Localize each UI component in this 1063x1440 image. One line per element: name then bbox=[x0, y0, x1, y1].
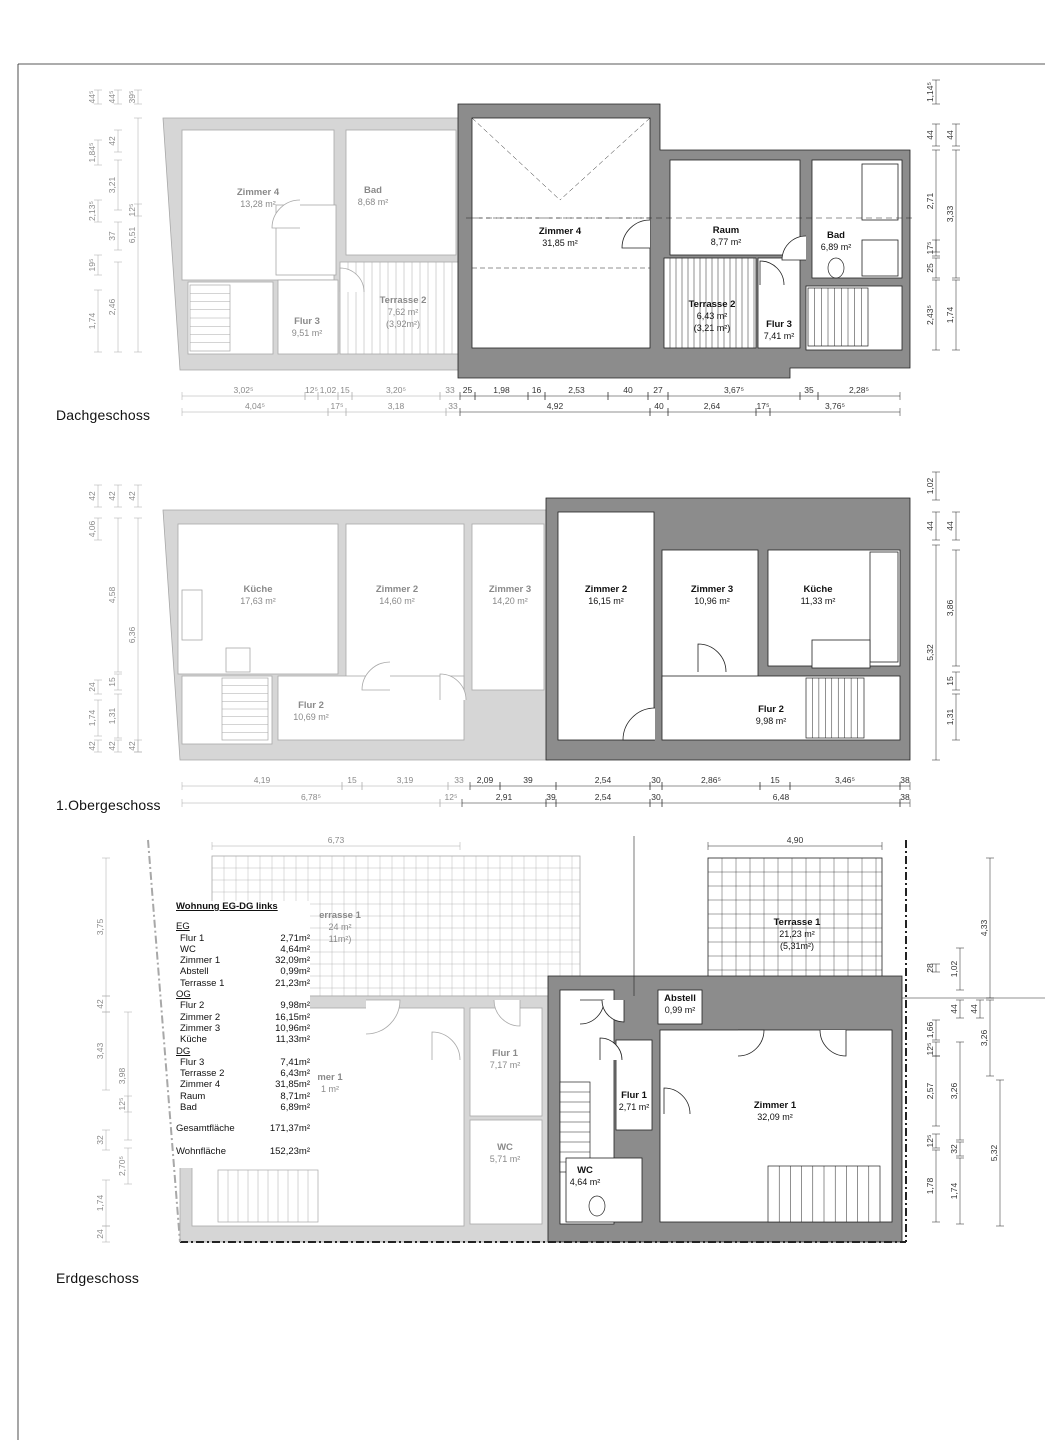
staircase-outline bbox=[806, 678, 864, 738]
room-area-label: 14,20 m² bbox=[492, 596, 528, 606]
legend-room-area: 4,64m² bbox=[280, 943, 310, 955]
legend-total-name: Gesamtfläche bbox=[176, 1123, 235, 1135]
legend-row bbox=[176, 1034, 310, 1045]
legend-row bbox=[176, 1000, 310, 1011]
dimension-label: 44 bbox=[949, 1004, 959, 1014]
dimension-label: 15 bbox=[770, 775, 780, 785]
legend-total-row bbox=[176, 1123, 310, 1134]
dimension-label: 38 bbox=[900, 775, 910, 785]
room-name-label: Zimmer 1 bbox=[753, 1100, 797, 1111]
dimension-label: 3,86 bbox=[945, 599, 955, 617]
dimension-label: 12⁵ bbox=[127, 203, 137, 217]
dimension-label: 39 bbox=[546, 792, 556, 802]
staircase-icon bbox=[806, 678, 864, 738]
dimension-label: 44 bbox=[945, 521, 955, 531]
room-outline bbox=[346, 130, 456, 255]
dimension-label: 42 bbox=[95, 999, 105, 1009]
room-area-label: 4,64 m² bbox=[569, 1177, 601, 1187]
dimension-label: 4,58 bbox=[107, 586, 117, 604]
dimension-label: 40 bbox=[654, 401, 664, 411]
legend-row bbox=[176, 1079, 310, 1090]
dimension-label: 3,02⁵ bbox=[233, 385, 254, 395]
room-name-label: Flur 3 bbox=[294, 316, 320, 327]
legend-room-area: 0,99m² bbox=[280, 966, 310, 978]
dimension-label: 6,78⁵ bbox=[300, 792, 322, 802]
room-name-label: Küche bbox=[803, 584, 833, 595]
legend-room-name: Zimmer 1 bbox=[180, 955, 221, 967]
dimension-label: 15 bbox=[347, 775, 357, 785]
dimension-label: 15 bbox=[340, 385, 350, 395]
dimension-label: 44⁵ bbox=[87, 90, 97, 104]
floor-title-dg: Dachgeschoss bbox=[56, 407, 151, 423]
dimension-label: 25 bbox=[462, 385, 473, 395]
og-kitchen-counter-icon bbox=[870, 552, 898, 662]
room-outline bbox=[472, 524, 544, 690]
dimension-label: 42 bbox=[87, 491, 97, 501]
legend-total-value: 171,37m² bbox=[269, 1123, 310, 1135]
room-area-label: 6,89 m² bbox=[820, 242, 852, 252]
dimension-label: 3,21 bbox=[107, 176, 117, 194]
dimension-label: 4,19 bbox=[253, 775, 271, 785]
staircase-icon bbox=[768, 1166, 880, 1222]
room-name-label: Terrasse 2 bbox=[688, 299, 736, 310]
legend-row bbox=[176, 1012, 310, 1023]
dimension-label: 2,71 bbox=[925, 192, 935, 210]
dimension-label: 15 bbox=[945, 676, 955, 686]
dimension-label: 30 bbox=[651, 792, 661, 802]
room-area-label: 9,51 m² bbox=[291, 328, 323, 338]
dimension-label: 6,36 bbox=[127, 626, 137, 644]
dimension-label: 42 bbox=[87, 741, 97, 751]
dimension-label: 2,64 bbox=[703, 401, 721, 411]
dimension-label: 24 bbox=[87, 682, 97, 692]
room-name-label: Flur 2 bbox=[758, 704, 784, 715]
room-name-label: Zimmer 2 bbox=[584, 584, 628, 595]
eg-toilet-icon bbox=[589, 1196, 605, 1216]
room-area-extra-label: (3,92m²) bbox=[385, 319, 421, 329]
legend-title: Wohnung EG-DG links bbox=[176, 901, 278, 912]
room-name-label: Terrasse 2 bbox=[379, 295, 427, 306]
room-area-label: 16,15 m² bbox=[588, 596, 624, 606]
room-area-label: 2,71 m² bbox=[618, 1102, 650, 1112]
legend-section-label: DG bbox=[176, 1045, 191, 1057]
dimension-label: 3,26 bbox=[979, 1029, 989, 1047]
dg-shower-icon bbox=[862, 240, 898, 276]
dimension-label: 1,74 bbox=[87, 709, 97, 727]
og-sink-icon bbox=[226, 648, 250, 672]
legend-room-area: 8,71m² bbox=[280, 1090, 310, 1102]
dimension-label: 3,67⁵ bbox=[723, 385, 745, 395]
dimension-label: 33 bbox=[448, 401, 458, 411]
legend-room-name: Zimmer 2 bbox=[180, 1011, 221, 1023]
dimension-label: 3,33 bbox=[945, 205, 955, 223]
staircase-icon bbox=[190, 285, 230, 351]
dimension-label: 44 bbox=[925, 130, 935, 140]
dimension-label: 2,43⁵ bbox=[925, 304, 935, 326]
room-area-label: 17,63 m² bbox=[240, 596, 276, 606]
dimension-label: 12⁵ bbox=[925, 1134, 935, 1148]
room-outline bbox=[346, 524, 464, 690]
room-name-label: Raum bbox=[712, 225, 740, 236]
dimension-label: 33 bbox=[445, 385, 455, 395]
dimension-label: 38 bbox=[900, 792, 910, 802]
legend-room-area: 31,85m² bbox=[275, 1079, 310, 1091]
room-area-label: 24 m² bbox=[328, 922, 352, 932]
dimension-label: 12⁵ bbox=[925, 1042, 935, 1056]
legend-room-name: Flur 3 bbox=[180, 1056, 205, 1068]
room-area-extra-label: 11m²) bbox=[328, 934, 352, 944]
og-zimmer-2-outline bbox=[558, 512, 654, 740]
floor-title-og: 1.Obergeschoss bbox=[56, 797, 161, 813]
legend-row bbox=[176, 933, 310, 944]
legend-total-row bbox=[176, 1146, 310, 1157]
dimension-label: 12⁵ bbox=[305, 385, 318, 395]
room-name-label: Zimmer 3 bbox=[488, 584, 532, 595]
legend-spacer bbox=[176, 1113, 310, 1123]
dg-bathtub-icon bbox=[862, 164, 898, 220]
dimension-label: 1,84⁵ bbox=[87, 142, 97, 163]
legend-body bbox=[176, 921, 310, 1157]
dimension-label: 17⁵ bbox=[330, 401, 344, 411]
legend-room-name: Terrasse 2 bbox=[180, 1068, 225, 1080]
dimension-label: 42 bbox=[107, 136, 117, 146]
dimension-label: 33 bbox=[454, 775, 464, 785]
dimension-label: 17⁵ bbox=[756, 401, 770, 411]
dimension-label: 44 bbox=[945, 130, 955, 140]
room-name-label: Flur 3 bbox=[766, 319, 792, 330]
dimension-label: 3,19 bbox=[396, 775, 414, 785]
room-area-extra-label: (5,31m²) bbox=[779, 941, 815, 951]
dimension-label: 42 bbox=[107, 491, 117, 501]
legend-total-value: 152,23m² bbox=[269, 1145, 310, 1157]
dimension-label: 19⁵ bbox=[87, 258, 97, 272]
room-area-label: 7,17 m² bbox=[489, 1060, 521, 1070]
legend-row bbox=[176, 978, 310, 989]
legend-room-area: 7,41m² bbox=[280, 1056, 310, 1068]
room-name-label: Zimmer 2 bbox=[375, 584, 419, 595]
legend-room-name: Bad bbox=[180, 1102, 197, 1114]
dimension-label: 42 bbox=[107, 741, 117, 751]
legend-row bbox=[176, 1068, 310, 1079]
dimension-label: 40 bbox=[623, 385, 633, 395]
legend-row bbox=[176, 944, 310, 955]
room-area-label: 31,85 m² bbox=[542, 238, 578, 248]
room-area-extra-label: (3,21 m²) bbox=[693, 323, 731, 333]
room-area-label: 6,43 m² bbox=[696, 311, 728, 321]
legend-row bbox=[176, 1091, 310, 1102]
room-area-label: 8,77 m² bbox=[710, 237, 742, 247]
legend-row bbox=[176, 955, 310, 966]
room-area-label: 8,68 m² bbox=[357, 197, 389, 207]
room-area-label: 5,71 m² bbox=[489, 1154, 521, 1164]
room-name-label: Bad bbox=[364, 185, 382, 196]
dimension-label: 3,43 bbox=[95, 1042, 105, 1060]
dimension-label: 1,02 bbox=[319, 385, 337, 395]
room-name-label: Zimmer 4 bbox=[236, 187, 280, 198]
dimension-label: 1,98 bbox=[493, 385, 510, 395]
room-area-label: 7,62 m² bbox=[387, 307, 419, 317]
dimension-label: 15 bbox=[107, 677, 117, 687]
dimension-label: 3,98 bbox=[117, 1067, 127, 1085]
legend-room-area: 2,71m² bbox=[280, 932, 310, 944]
dimension-label: 24 bbox=[95, 1229, 105, 1239]
room-name-label: Zimmer 3 bbox=[690, 584, 734, 595]
room-name-label: Küche bbox=[243, 584, 273, 595]
dimension-label: 32 bbox=[949, 1144, 959, 1154]
dimension-label: 1,31 bbox=[945, 708, 955, 726]
room-area-label: 11,33 m² bbox=[800, 596, 836, 606]
legend-row bbox=[176, 1102, 310, 1113]
dimension-label: 1,31 bbox=[107, 707, 117, 725]
dimension-label: 1,66 bbox=[925, 1021, 935, 1039]
dimension-label: 12⁵ bbox=[444, 792, 458, 802]
legend-room-area: 10,96m² bbox=[275, 1022, 310, 1034]
legend-room-name: Zimmer 3 bbox=[180, 1022, 221, 1034]
dimension-label: 3,20⁵ bbox=[385, 385, 407, 395]
dimension-label: 3,75 bbox=[95, 918, 105, 936]
room-name-label: Bad bbox=[827, 230, 845, 241]
dimension-label: 2,46 bbox=[107, 298, 117, 316]
dimension-label: 2,57 bbox=[925, 1082, 935, 1100]
legend-room-name: Zimmer 4 bbox=[180, 1079, 221, 1091]
staircase-icon bbox=[218, 1170, 318, 1222]
og-sink-icon bbox=[812, 640, 870, 668]
dimension-label: 2,54 bbox=[594, 775, 612, 785]
dimension-label: 2,91 bbox=[495, 792, 513, 802]
room-area-label: 13,28 m² bbox=[240, 199, 276, 209]
dimension-label: 5,32 bbox=[989, 1144, 999, 1162]
dimension-label: 2,86⁵ bbox=[700, 775, 722, 785]
dimension-label: 3,76⁵ bbox=[824, 401, 846, 411]
dimension-label: 2,09 bbox=[476, 775, 494, 785]
dimension-label: 2,70⁵ bbox=[117, 1155, 127, 1177]
floor-title-eg: Erdgeschoss bbox=[56, 1270, 140, 1286]
dimension-label: 16 bbox=[531, 385, 542, 395]
dimension-label: 1,74 bbox=[87, 312, 97, 330]
room-area-label: 10,96 m² bbox=[694, 596, 730, 606]
room-name-label: WC bbox=[497, 1142, 513, 1153]
dimension-label: 4,33 bbox=[979, 919, 989, 937]
dimension-label: 2,54 bbox=[594, 792, 612, 802]
dg-toilet-icon bbox=[828, 258, 844, 278]
legend-room-name: Abstell bbox=[180, 966, 209, 978]
dimension-label: 28 bbox=[925, 963, 935, 973]
dimension-label: 1,74 bbox=[95, 1194, 105, 1212]
dimension-label: 2,53 bbox=[568, 385, 585, 395]
dimension-label: 44 bbox=[925, 521, 935, 531]
legend-room-area: 32,09m² bbox=[275, 955, 310, 967]
dimension-label: 1,14⁵ bbox=[925, 81, 935, 103]
dimension-label: 44 bbox=[969, 1004, 979, 1014]
legend-section-label: EG bbox=[176, 921, 190, 933]
staircase-icon bbox=[222, 678, 268, 740]
room-area-label: 0,99 m² bbox=[664, 1005, 696, 1015]
dimension-label: 2,28⁵ bbox=[848, 385, 870, 395]
room-area-label: 21,23 m² bbox=[779, 929, 815, 939]
room-outline bbox=[470, 1120, 542, 1224]
room-name-label: errasse 1 bbox=[319, 910, 361, 921]
dimension-label: 17⁵ bbox=[925, 241, 935, 255]
room-area-label: 1 m² bbox=[321, 1084, 339, 1094]
dimension-label: 3,46⁵ bbox=[834, 775, 856, 785]
dimension-label: 1,74 bbox=[945, 306, 955, 324]
dimension-label: 32 bbox=[95, 1135, 105, 1145]
dimension-label: 3,18 bbox=[387, 401, 405, 411]
room-name-label: Flur 1 bbox=[492, 1048, 518, 1059]
legend-total-name: Wohnfläche bbox=[176, 1145, 226, 1157]
dimension-label: 3,26 bbox=[949, 1082, 959, 1100]
legend-room-name: Raum bbox=[180, 1090, 206, 1102]
dimension-label: 1,78 bbox=[925, 1177, 935, 1195]
dimension-label: 1,74 bbox=[949, 1182, 959, 1200]
room-area-label: 14,60 m² bbox=[379, 596, 415, 606]
legend-room-name: Flur 2 bbox=[180, 1000, 205, 1012]
dimension-label: 6,51 bbox=[127, 226, 137, 244]
room-name-label: WC bbox=[577, 1165, 593, 1176]
room-area-label: 10,69 m² bbox=[293, 712, 329, 722]
dimension-label: 2,13⁵ bbox=[87, 200, 97, 222]
legend-section-label: OG bbox=[176, 989, 191, 1001]
dimension-label: 27 bbox=[653, 385, 663, 395]
room-area-label: 32,09 m² bbox=[757, 1112, 793, 1122]
room-name-label: Flur 2 bbox=[298, 700, 324, 711]
staircase-icon bbox=[808, 288, 868, 346]
legend-row bbox=[176, 1057, 310, 1068]
dimension-label: 42 bbox=[127, 491, 137, 501]
room-area-label: 7,41 m² bbox=[763, 331, 795, 341]
dimension-label: 1,02 bbox=[925, 477, 935, 495]
legend-room-area: 21,23m² bbox=[275, 977, 310, 989]
legend-room-area: 9,98m² bbox=[280, 1000, 310, 1012]
dimension-label: 30 bbox=[651, 775, 661, 785]
staircase-outline bbox=[808, 288, 868, 346]
room-name-label: Abstell bbox=[664, 993, 696, 1004]
legend-row bbox=[176, 966, 310, 977]
legend-room-area: 6,89m² bbox=[280, 1102, 310, 1114]
legend-room-area: 11,33m² bbox=[275, 1034, 310, 1046]
dimension-label: 44⁵ bbox=[107, 90, 117, 104]
room-area-label: 9,98 m² bbox=[755, 716, 787, 726]
dimension-label: 35 bbox=[804, 385, 814, 395]
legend-room-name: WC bbox=[180, 943, 196, 955]
dimension-label: 4,92 bbox=[546, 401, 564, 411]
dimension-label: 39 bbox=[523, 775, 533, 785]
dimension-label: 12⁵ bbox=[117, 1097, 127, 1111]
dimension-label: 4,90 bbox=[786, 835, 804, 845]
legend-room-name: Terrasse 1 bbox=[180, 977, 225, 989]
room-outline bbox=[182, 590, 202, 640]
dimension-label: 1,02 bbox=[949, 960, 959, 978]
room-name-label: Zimmer 4 bbox=[538, 226, 582, 237]
legend-room-area: 16,15m² bbox=[275, 1011, 310, 1023]
dimension-label: 25 bbox=[925, 263, 935, 273]
dimension-label: 37 bbox=[107, 231, 117, 241]
room-name-label: Flur 1 bbox=[621, 1090, 647, 1101]
dimension-label: 42 bbox=[127, 741, 137, 751]
dimension-label: 6,48 bbox=[772, 792, 790, 802]
legend-room-name: Flur 1 bbox=[180, 932, 205, 944]
room-name-label: Terrasse 1 bbox=[773, 917, 821, 928]
dimension-label: 4,06 bbox=[87, 520, 97, 538]
dimension-label: 6,73 bbox=[327, 835, 345, 845]
dimension-label: 39⁵ bbox=[127, 90, 137, 104]
legend-room-area: 6,43m² bbox=[280, 1068, 310, 1080]
room-name-label: mer 1 bbox=[317, 1072, 343, 1083]
dimension-label: 4,04⁵ bbox=[244, 401, 266, 411]
legend-row bbox=[176, 1023, 310, 1034]
area-legend bbox=[176, 901, 310, 1168]
legend-room-name: Küche bbox=[180, 1034, 207, 1046]
dimension-label: 5,32 bbox=[925, 644, 935, 661]
